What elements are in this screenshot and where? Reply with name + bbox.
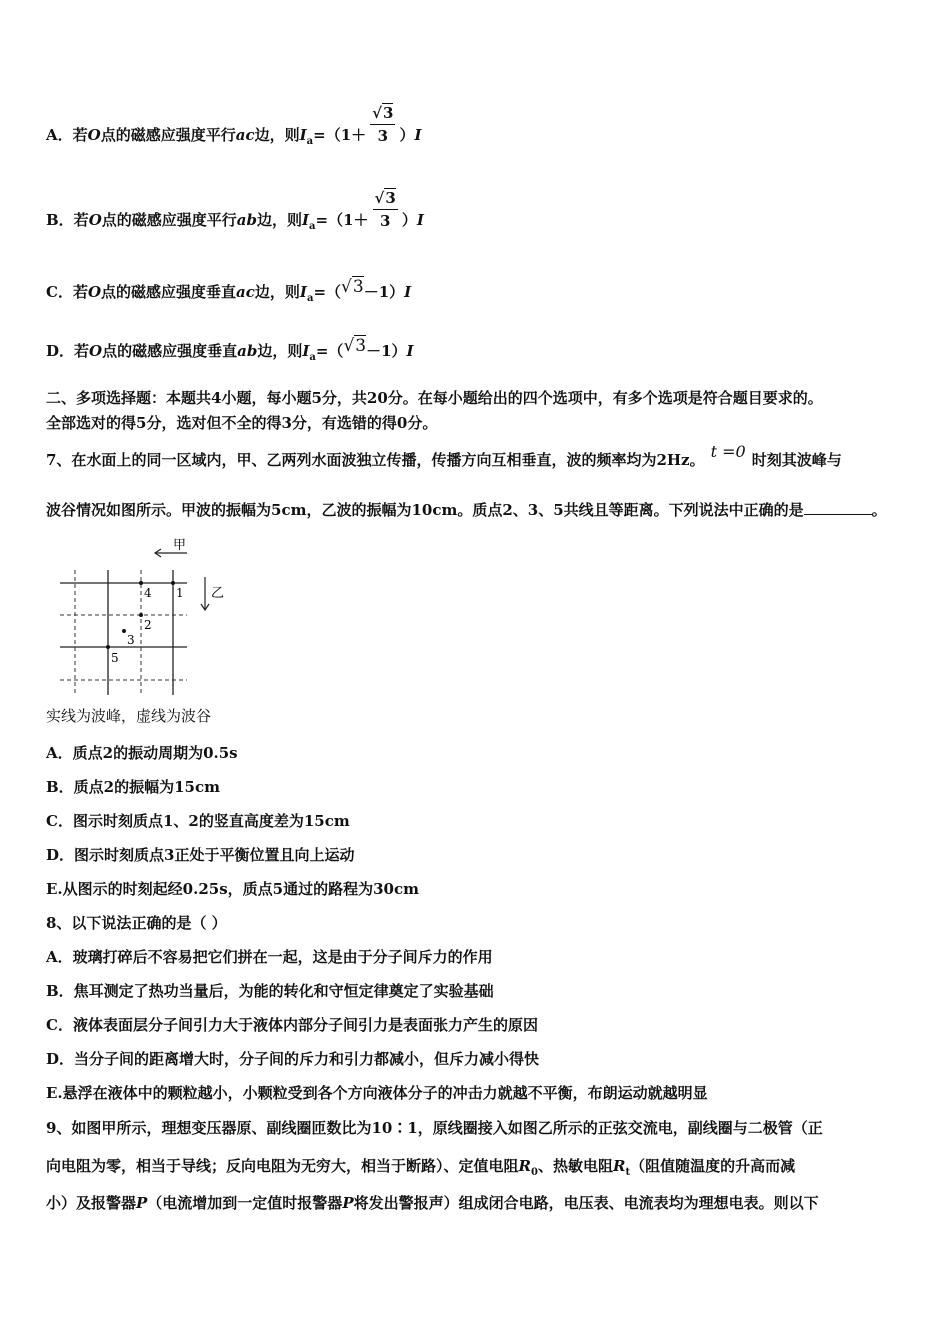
wave-interference-figure	[55, 535, 235, 700]
fraction: $\frac{√3}{3}$	[372, 103, 394, 145]
q8-option-c: C．液体表面层分子间引力大于液体内部分子间引力是表面张力产生的原因	[46, 1016, 538, 1034]
label-point-1: 1	[176, 586, 184, 600]
point-5	[106, 645, 110, 649]
label-jia: 甲	[173, 538, 187, 553]
point-2	[139, 613, 143, 617]
label-yi: 乙	[211, 586, 225, 601]
option-d: D．若O点的磁感应强度垂直ab边，则$I_a=(√3-1)I$	[46, 336, 414, 363]
answer-blank[interactable]	[804, 500, 872, 515]
q8-option-d: D．当分子间的距离增大时，分子间的斥力和引力都减小，但斥力减小得快	[46, 1050, 540, 1068]
q9-line3: 小）及报警器P（电流增加到一定值时报警器P将发出警报声）组成闭合电路，电压表、电流表均为理想电表。则以下	[46, 1194, 819, 1212]
option-a: A．若O点的磁感应强度平行ac边，则$I_a=(1+$ $\frac{√3}{3}$ ）I	[46, 103, 422, 147]
point-1	[171, 581, 175, 585]
q8-stem: 8、以下说法正确的是（ ）	[46, 914, 227, 932]
q8-option-e: E.悬浮在液体中的颗粒越小，小颗粒受到各个方向液体分子的冲击力就越不平衡，布朗运动就越明显	[46, 1084, 708, 1102]
fraction: $\frac{√3}{3}$	[374, 188, 396, 230]
label-point-4: 4	[144, 586, 152, 600]
q7-stem-line1: 7、在水面上的同一区域内，甲、乙两列水面波独立传播，传播方向互相垂直，波的频率均为2Hz。 t =0 时刻其波峰与	[46, 442, 842, 469]
point-4	[139, 581, 143, 585]
q7-option-d: D．图示时刻质点3正处于平衡位置且向上运动	[46, 846, 355, 864]
label-point-5: 5	[111, 651, 119, 665]
point-3	[122, 629, 126, 633]
q7-option-b: B．质点2的振幅为15cm	[46, 778, 220, 796]
q9-line1: 9、如图甲所示，理想变压器原、副线圈匝数比为10∶1，原线圈接入如图乙所示的正弦交流电，副线圈与二极管（正	[46, 1119, 823, 1137]
q9-line2: 向电阻为零，相当于导线；反向电阻为无穷大，相当于断路）、定值电阻$R_0$、热敏电阻$R_t$（阻值随温度的升高而减	[46, 1157, 796, 1178]
section-header-line1: 二、多项选择题：本题共4小题，每小题5分，共20分。在每小题给出的四个选项中，有多个选项是符合题目要求的。	[46, 389, 823, 407]
section-header-line2: 全部选对的得5分，选对但不全的得3分，有选错的得0分。	[46, 414, 438, 432]
label-point-2: 2	[144, 618, 152, 632]
q7-stem-line2: 波谷情况如图所示。甲波的振幅为5cm，乙波的振幅为10cm。质点2、3、5共线且等距离。下列说法中正确的是 。	[46, 501, 887, 519]
option-b: B．若O点的磁感应强度平行ab边，则$I_a=(1+$ $\frac{√3}{3}$ ）I	[46, 188, 424, 232]
q7-option-c: C．图示时刻质点1、2的竖直高度差为15cm	[46, 812, 350, 830]
figure-caption: 实线为波峰，虚线为波谷	[46, 707, 212, 725]
q8-option-a: A．玻璃打碎后不容易把它们拼在一起，这是由于分子间斥力的作用	[46, 948, 493, 966]
q7-option-e: E.从图示的时刻起经0.25s，质点5通过的路程为30cm	[46, 880, 419, 898]
q8-option-b: B．焦耳测定了热功当量后，为能的转化和守恒定律奠定了实验基础	[46, 982, 494, 1000]
option-c: C．若O点的磁感应强度垂直ac边，则$I_a=(√3-1)I$	[46, 277, 412, 304]
q7-option-a: A．质点2的振动周期为0.5s	[46, 744, 238, 762]
label-point-3: 3	[127, 633, 135, 647]
